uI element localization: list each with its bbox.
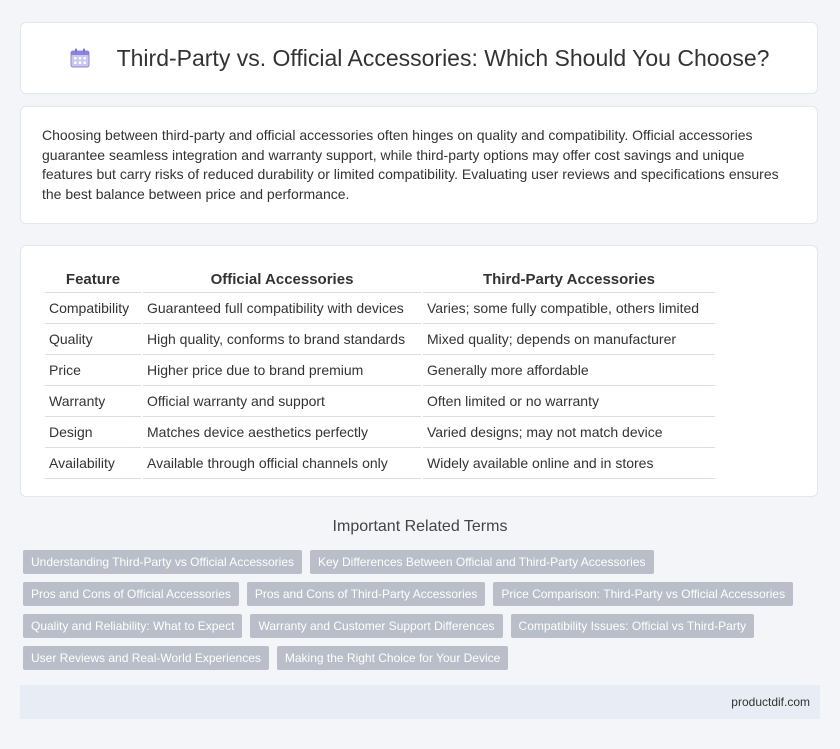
table-row	[45, 355, 715, 386]
related-tag[interactable]: Pros and Cons of Third-Party Accessories	[247, 582, 486, 606]
related-tags	[23, 550, 813, 678]
cell-official: Official warranty and support	[143, 386, 421, 417]
header-third-party: Third-Party Accessories	[423, 266, 715, 293]
related-tag[interactable]: Pros and Cons of Official Accessories	[23, 582, 239, 606]
cell-official: Guaranteed full compatibility with devices	[143, 293, 421, 324]
calendar-icon	[69, 47, 91, 69]
related-tag[interactable]: Compatibility Issues: Official vs Third-Party	[511, 614, 755, 638]
tag-row	[23, 582, 813, 606]
cell-official: High quality, conforms to brand standards	[143, 324, 421, 355]
title-card	[20, 22, 818, 94]
cell-third-party: Varied designs; may not match device	[423, 417, 715, 448]
related-tag[interactable]: Understanding Third-Party vs Official Accessories	[23, 550, 302, 574]
tag-row	[23, 550, 813, 574]
cell-feature: Availability	[45, 448, 141, 479]
cell-third-party: Varies; some fully compatible, others limited	[423, 293, 715, 324]
cell-official: Available through official channels only	[143, 448, 421, 479]
comparison-table	[43, 266, 717, 479]
cell-third-party: Mixed quality; depends on manufacturer	[423, 324, 715, 355]
related-terms-title: Important Related Terms	[332, 518, 508, 535]
table-row	[45, 386, 715, 417]
cell-feature: Warranty	[45, 386, 141, 417]
header-feature: Feature	[45, 266, 141, 293]
intro-paragraph: Choosing between third-party and official accessories often hinges on quality and compatibility. Official accessories guarantee seamless integration and warranty support, while third-party options may offer cost savings and unique features but carry risks of reduced durability or limited compatibility. Evaluating user reviews and specifications ensures the best balance between price and performance.	[42, 127, 779, 202]
cell-feature: Compatibility	[45, 293, 141, 324]
tag-row	[23, 614, 813, 638]
table-row	[45, 417, 715, 448]
cell-feature: Design	[45, 417, 141, 448]
footer	[20, 685, 820, 719]
cell-official: Matches device aesthetics perfectly	[143, 417, 421, 448]
related-tag[interactable]: Quality and Reliability: What to Expect	[23, 614, 242, 638]
table-row	[45, 293, 715, 324]
header-official: Official Accessories	[143, 266, 421, 293]
comparison-card	[20, 245, 818, 497]
cell-official: Higher price due to brand premium	[143, 355, 421, 386]
cell-feature: Price	[45, 355, 141, 386]
page-title: Third-Party vs. Official Accessories: Which Should You Choose?	[116, 44, 770, 71]
cell-third-party: Often limited or no warranty	[423, 386, 715, 417]
footer-site[interactable]: productdif.com	[731, 695, 810, 709]
cell-feature: Quality	[45, 324, 141, 355]
related-tag[interactable]: Price Comparison: Third-Party vs Official Accessories	[493, 582, 793, 606]
table-row	[45, 324, 715, 355]
table-row	[45, 448, 715, 479]
related-tag[interactable]: Making the Right Choice for Your Device	[277, 646, 508, 670]
related-tag[interactable]: Key Differences Between Official and Third-Party Accessories	[310, 550, 654, 574]
related-tag[interactable]: Warranty and Customer Support Differences	[250, 614, 502, 638]
table-header-row	[45, 266, 715, 293]
cell-third-party: Generally more affordable	[423, 355, 715, 386]
related-tag[interactable]: User Reviews and Real-World Experiences	[23, 646, 269, 670]
tag-row	[23, 646, 813, 670]
intro-card	[20, 106, 818, 224]
cell-third-party: Widely available online and in stores	[423, 448, 715, 479]
